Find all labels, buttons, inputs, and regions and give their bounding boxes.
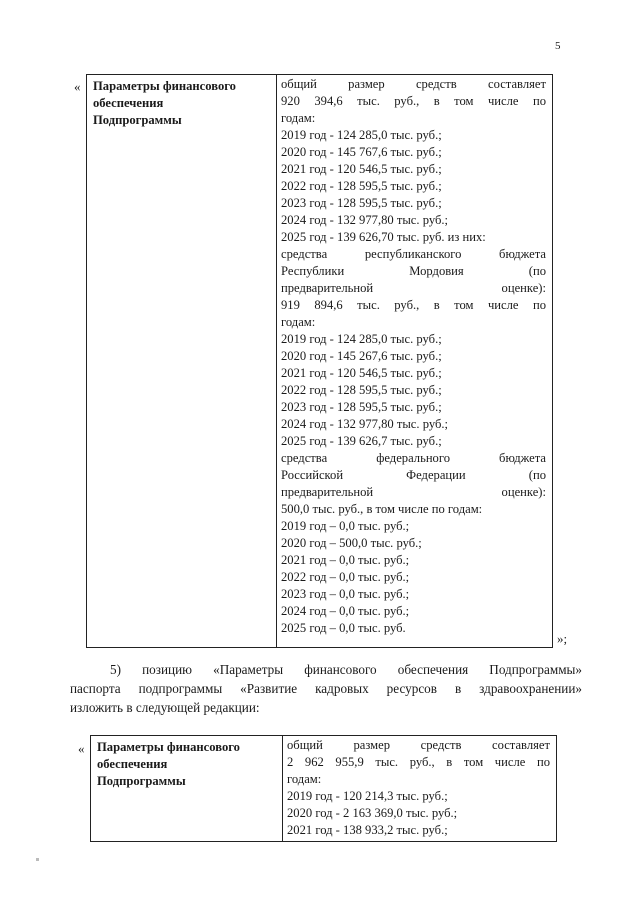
content-line: 2024 год - 132 977,80 тыс. руб.;: [281, 213, 449, 227]
content-line: Российской Федерации (по: [281, 468, 546, 482]
content-line: 2020 год - 2 163 369,0 тыс. руб.;: [287, 806, 458, 820]
content-line: 2021 год - 120 546,5 тыс. руб.;: [281, 366, 442, 380]
content-line: 2020 год - 145 267,6 тыс. руб.;: [281, 349, 442, 363]
content-line: 919 894,6 тыс. руб., в том числе по: [281, 298, 546, 312]
table1-financing-parameters: [86, 74, 553, 648]
table1-close-quote: »;: [557, 631, 568, 646]
content-line: общий размер средств составляет: [287, 738, 550, 752]
content-line: 2022 год - 128 595,5 тыс. руб.;: [281, 179, 442, 193]
content-line: предварительной оценке):: [281, 485, 546, 499]
paragraph-line: 5) позицию «Параметры финансового обеспечения Подпрограммы»: [110, 662, 582, 677]
content-line: 2023 год - 128 595,5 тыс. руб.;: [281, 400, 442, 414]
content-line: 2020 год – 500,0 тыс. руб.;: [281, 536, 422, 550]
amendment-paragraph: [70, 660, 582, 717]
content-line: годам:: [281, 111, 316, 125]
content-line: 2 962 955,9 тыс. руб., в том числе по: [287, 755, 550, 769]
content-line: Республики Мордовия (по: [281, 264, 546, 278]
content-line: 920 394,6 тыс. руб., в том числе по: [281, 94, 546, 108]
content-line: 2019 год - 124 285,0 тыс. руб.;: [281, 128, 442, 142]
content-line: 2024 год - 132 977,80 тыс. руб.;: [281, 417, 449, 431]
paragraph-line: изложить в следующей редакции:: [70, 700, 260, 715]
content-line: годам:: [287, 772, 322, 786]
content-line: 2021 год – 0,0 тыс. руб.;: [281, 553, 410, 567]
content-line: 2021 год - 120 546,5 тыс. руб.;: [281, 162, 442, 176]
content-line: 2023 год - 128 595,5 тыс. руб.;: [281, 196, 442, 210]
table2-label-cell: [91, 736, 283, 842]
content-line: 2023 год – 0,0 тыс. руб.;: [281, 587, 410, 601]
content-line: предварительной оценке):: [281, 281, 546, 295]
content-line: 2019 год - 124 285,0 тыс. руб.;: [281, 332, 442, 346]
content-line: средства федерального бюджета: [281, 451, 546, 465]
table1-content-cell: [277, 75, 553, 648]
content-line: 2025 год - 139 626,70 тыс. руб. из них:: [281, 230, 486, 244]
content-line: 2019 год - 120 214,3 тыс. руб.;: [287, 789, 448, 803]
label-line: Подпрограммы: [97, 774, 186, 788]
table2-financing-parameters: [90, 735, 557, 842]
content-line: 2021 год - 138 933,2 тыс. руб.;: [287, 823, 448, 837]
label-line: Подпрограммы: [93, 113, 182, 127]
content-line: 2025 год - 139 626,7 тыс. руб.;: [281, 434, 442, 448]
content-line: 2025 год – 0,0 тыс. руб.: [281, 621, 406, 635]
content-line: 2024 год – 0,0 тыс. руб.;: [281, 604, 410, 618]
page-number: 5: [555, 40, 561, 52]
table2-content-cell: [283, 736, 557, 842]
content-line: общий размер средств составляет: [281, 77, 546, 91]
label-line: Параметры финансового: [93, 79, 236, 93]
content-line: 2022 год - 128 595,5 тыс. руб.;: [281, 383, 442, 397]
content-line: 2020 год - 145 767,6 тыс. руб.;: [281, 145, 442, 159]
content-line: средства республиканского бюджета: [281, 247, 546, 261]
content-line: годам:: [281, 315, 316, 329]
label-line: Параметры финансового: [97, 740, 240, 754]
paragraph-line: паспорта подпрограммы «Развитие кадровых ресурсов в здравоохранении»: [70, 681, 582, 696]
table1-label-cell: [87, 75, 277, 648]
table2-open-quote: «: [78, 741, 85, 756]
table1-open-quote: «: [74, 79, 81, 94]
content-line: 2022 год – 0,0 тыс. руб.;: [281, 570, 410, 584]
content-line: 500,0 тыс. руб., в том числе по годам:: [281, 502, 483, 516]
scan-artifact-dot: [36, 858, 39, 861]
label-line: обеспечения: [93, 96, 164, 110]
content-line: 2019 год – 0,0 тыс. руб.;: [281, 519, 410, 533]
label-line: обеспечения: [97, 757, 168, 771]
